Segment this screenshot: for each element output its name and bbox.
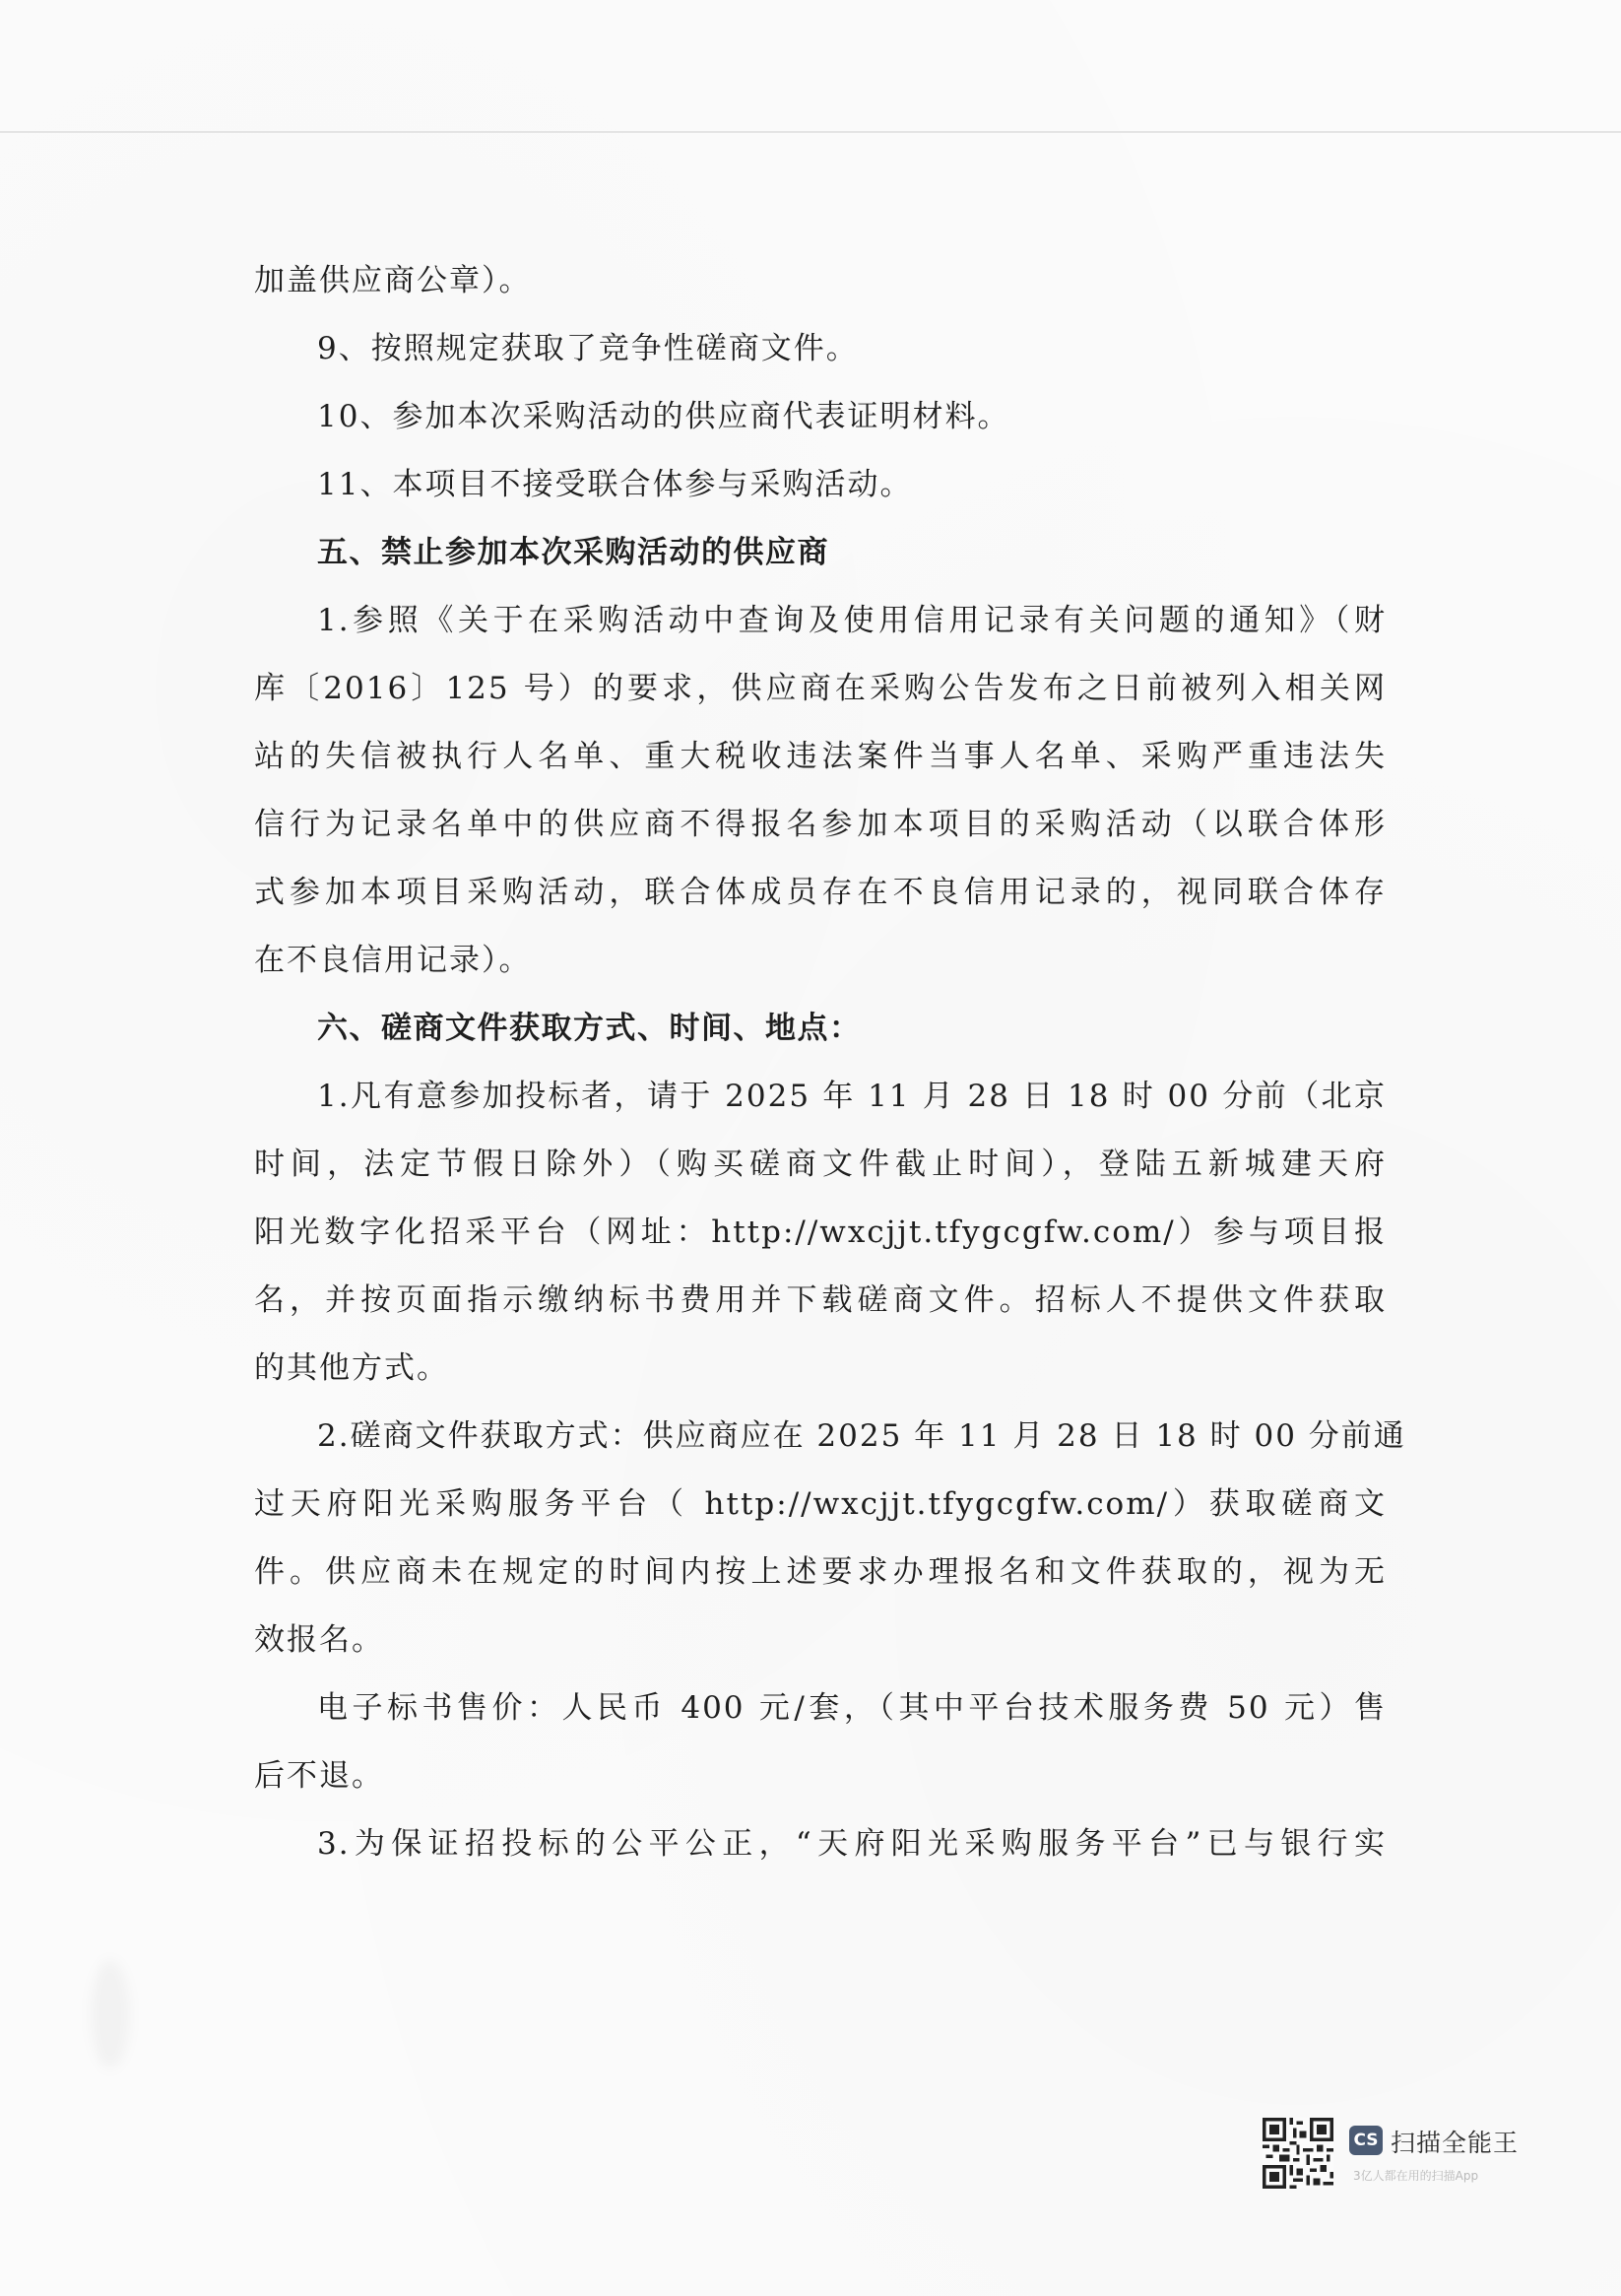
text-line-10: 式参加本项目采购活动，联合体成员存在不良信用记录的，视同联合体存 xyxy=(254,875,1387,910)
text-line-19: 过天府阳光采购服务平台（ http://wxcjjt.tfygcgfw.com/）获取磋商文 xyxy=(254,1486,1387,1522)
text-line-9: 信行为记录名单中的供应商不得报名参加本项目的采购活动（以联合体形 xyxy=(254,807,1387,842)
text-line-15: 阳光数字化招采平台（网址：http://wxcjjt.tfygcgfw.com/）参与项目报 xyxy=(254,1214,1387,1250)
text-line-21: 效报名。 xyxy=(254,1622,384,1658)
camscanner-logo-icon: CS xyxy=(1349,2126,1383,2155)
scan-smudge xyxy=(91,1960,130,2068)
text-line-1: 加盖供应商公章）。 xyxy=(254,263,532,298)
text-line-14: 时间，法定节假日除外）（购买磋商文件截止时间），登陆五新城建天府 xyxy=(254,1147,1387,1182)
qr-code-icon xyxy=(1263,2118,1333,2189)
section-heading-5: 五、禁止参加本次采购活动的供应商 xyxy=(317,535,829,570)
text-line-3: 10、参加本次采购活动的供应商代表证明材料。 xyxy=(317,399,1010,434)
scanner-app-name: 扫描全能王 xyxy=(1391,2129,1520,2157)
text-line-8: 站的失信被执行人名单、重大税收违法案件当事人名单、采购严重违法失 xyxy=(254,739,1387,774)
text-line-20: 件。供应商未在规定的时间内按上述要求办理报名和文件获取的，视为无 xyxy=(254,1554,1387,1590)
text-line-16: 名，并按页面指示缴纳标书费用并下载磋商文件。招标人不提供文件获取 xyxy=(254,1282,1387,1318)
text-line-17: 的其他方式。 xyxy=(254,1350,449,1386)
text-line-18: 2.磋商文件获取方式：供应商应在 2025 年 11 月 28 日 18 时 00 分前通 xyxy=(317,1418,1406,1454)
text-line-24: 3.为保证招投标的公平公正，“天府阳光采购服务平台”已与银行实 xyxy=(317,1826,1387,1862)
text-line-22: 电子标书售价：人民币 400 元/套，（其中平台技术服务费 50 元）售 xyxy=(317,1690,1387,1726)
section-heading-6: 六、磋商文件获取方式、时间、地点： xyxy=(317,1011,862,1046)
scanner-slogan: 3亿人都在用的扫描App xyxy=(1353,2169,1479,2183)
scanner-watermark xyxy=(1263,2118,1558,2197)
text-line-2: 9、按照规定获取了竞争性磋商文件。 xyxy=(317,331,859,366)
text-line-7: 库〔2016〕125 号）的要求，供应商在采购公告发布之日前被列入相关网 xyxy=(254,671,1387,706)
text-line-11: 在不良信用记录）。 xyxy=(254,943,532,978)
text-line-13: 1.凡有意参加投标者，请于 2025 年 11 月 28 日 18 时 00 分前（北京 xyxy=(317,1079,1387,1114)
document-body xyxy=(254,263,1406,1895)
text-line-6: 1.参照《关于在采购活动中查询及使用信用记录有关问题的通知》（财 xyxy=(317,603,1387,638)
scan-edge-line xyxy=(0,131,1621,133)
text-line-4: 11、本项目不接受联合体参与采购活动。 xyxy=(317,467,913,502)
text-line-23: 后不退。 xyxy=(254,1758,384,1794)
